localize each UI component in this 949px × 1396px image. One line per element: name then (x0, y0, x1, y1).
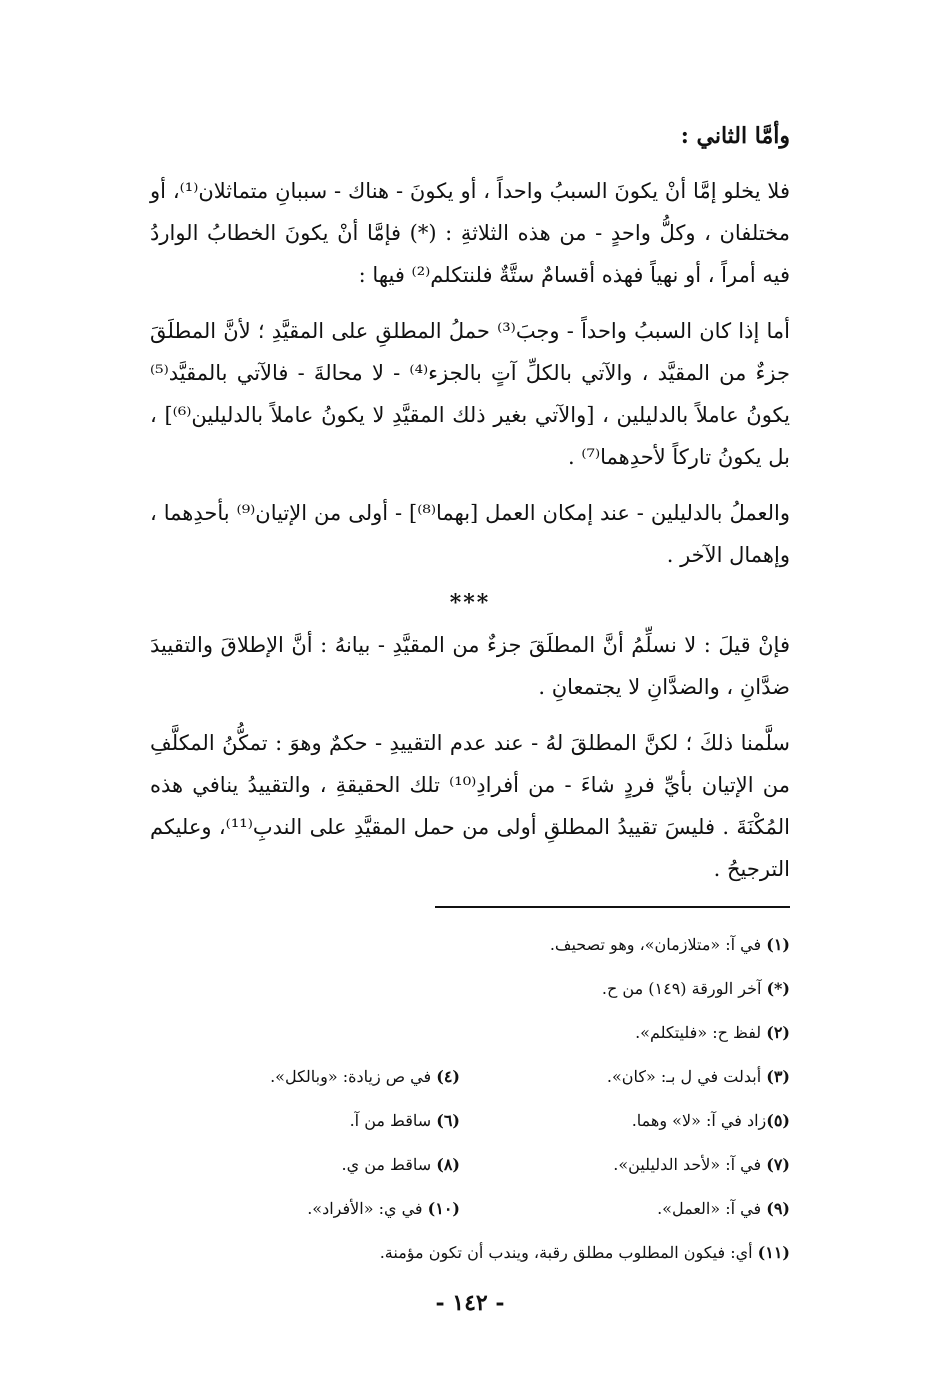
footnote: (٥)زاد في آ: «لا» وهما. (631, 1111, 790, 1130)
footnote: (٤) في ص زيادة: «وبالكل». (270, 1067, 460, 1086)
footnote: (٦) ساقط من آ. (349, 1111, 460, 1130)
section-separator: *** (449, 590, 491, 616)
footnote-row (150, 1110, 790, 1154)
footnote-row (150, 1022, 790, 1066)
footnote: (١٠) في ي: «الأفراد». (307, 1199, 460, 1218)
footnote-divider (435, 906, 790, 908)
footnote: (٢) لفظ ح: «فليتكلم». (635, 1023, 790, 1042)
footnote-row (150, 1198, 790, 1242)
footnotes (150, 934, 790, 1286)
footnote: (٨) ساقط من ي. (341, 1155, 460, 1174)
paragraph: فلا يخلو إمَّا أنْ يكونَ السببُ واحداً ، أو يكونَ - هناك - سببانِ متماثلان⁽¹⁾، أو مختلفان ، وكلُّ واحدٍ - من هذه الثلاثةِ : (*) فإمَّا أنْ يكونَ الخطابُ الواردُ فيه أمراً ، أو نهياً فهذه أقسامٌ ستَّةٌ فلنتكلم⁽²⁾ فيها : (150, 179, 790, 287)
footnote-row (150, 934, 790, 978)
footnote-row (150, 1242, 790, 1286)
footnote-row (150, 1066, 790, 1110)
paragraph: والعملُ بالدليلين - عند إمكان العمل [بهما⁽⁸⁾] - أولى من الإتيان⁽⁹⁾ بأحدِهما ، وإهمال الآخر . (150, 501, 790, 567)
section-heading: وأمَّا الثاني : (680, 123, 790, 149)
footnote-row (150, 1154, 790, 1198)
footnote: (١) في آ: «متلازمان»، وهو تصحيف. (549, 935, 790, 954)
footnote-row (150, 978, 790, 1022)
document-page (150, 118, 790, 1316)
footnote: (١١) أي: فيكون المطلوب مطلق رقبة، ويندب أن تكون مؤمنة. (379, 1243, 790, 1262)
footnote: (٩) في آ: «العمل». (657, 1199, 790, 1218)
footnote: (٣) أبدلت في ل بـ: «كان». (606, 1067, 790, 1086)
paragraph: سلَّمنا ذلكَ ؛ لكنَّ المطلقَ لهُ - عند عدم التقييدِ - حكمٌ وهوَ : تمكُّنُ المكلَّفِ من الإتيان بأيِّ فردٍ شاءَ - من أفرادِ⁽¹⁰⁾ تلك الحقيقةِ ، والتقييدُ ينافي هذه المُكْنَةَ . فليسَ تقييدُ المطلقِ أولى من حمل المقيَّدِ على الندبِ⁽¹¹⁾، وعليكم الترجيحُ . (150, 731, 790, 881)
footnote: (٧) في آ: «لأحد الدليلين». (613, 1155, 790, 1174)
page-number: - ١٤٢ - (435, 1290, 505, 1316)
paragraph: أما إذا كان السببُ واحداً - وجبَ⁽³⁾ حملُ المطلقِ على المقيَّدِ ؛ لأنَّ المطلَقَ جزءٌ من المقيَّد ، والآتي بالكلِّ آتٍ بالجزء⁽⁴⁾ - لا محالةَ - فالآتي بالمقيَّد⁽⁵⁾ يكونُ عاملاً بالدليلين ، [والآتي بغير ذلك المقيَّدِ لا يكونُ عاملاً بالدليلين⁽⁶⁾] ، بل يكونُ تاركاً لأحدِهما⁽⁷⁾ . (150, 319, 791, 469)
footnote: (*) آخر الورقة (١٤٩) من ح. (601, 979, 790, 998)
paragraph: فإنْ قيلَ : لا نسلِّمُ أنَّ المطلَقَ جزءٌ من المقيَّدِ - بيانهُ : أنَّ الإطلاقَ والتقييدَ ضدَّانِ ، والضدَّانِ لا يجتمعانِ . (150, 633, 790, 699)
